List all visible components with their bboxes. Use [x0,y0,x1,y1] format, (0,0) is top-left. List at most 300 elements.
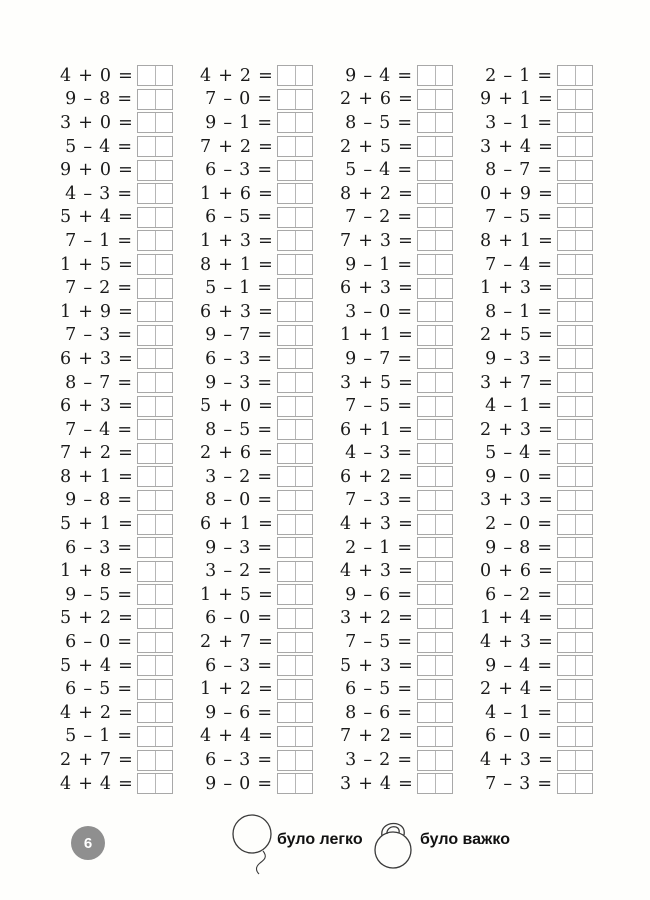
answer-cell-right[interactable] [155,751,173,770]
answer-cell-right[interactable] [295,515,313,534]
answer-cell-right[interactable] [155,585,173,604]
answer-cell-right[interactable] [435,397,453,416]
answer-box[interactable] [137,65,173,86]
answer-cell-right[interactable] [295,680,313,699]
answer-box[interactable] [417,278,453,299]
answer-cell-left[interactable] [138,161,155,180]
answer-box[interactable] [137,183,173,204]
answer-cell-right[interactable] [435,656,453,675]
answer-cell-left[interactable] [418,444,435,463]
answer-box[interactable] [137,136,173,157]
answer-cell-right[interactable] [435,633,453,652]
answer-box[interactable] [557,679,593,700]
answer-cell-right[interactable] [155,633,173,652]
answer-box[interactable] [277,136,313,157]
answer-cell-left[interactable] [278,656,295,675]
answer-cell-left[interactable] [278,302,295,321]
answer-cell-right[interactable] [575,467,593,486]
answer-cell-right[interactable] [295,727,313,746]
answer-cell-right[interactable] [575,90,593,109]
answer-cell-left[interactable] [558,255,575,274]
answer-cell-right[interactable] [435,349,453,368]
answer-cell-left[interactable] [138,491,155,510]
answer-cell-left[interactable] [278,680,295,699]
answer-cell-left[interactable] [138,774,155,793]
answer-box[interactable] [277,348,313,369]
answer-cell-right[interactable] [295,538,313,557]
answer-box[interactable] [137,655,173,676]
answer-cell-left[interactable] [138,420,155,439]
answer-box[interactable] [557,160,593,181]
answer-cell-left[interactable] [558,373,575,392]
answer-cell-left[interactable] [558,774,575,793]
answer-box[interactable] [277,160,313,181]
answer-box[interactable] [417,112,453,133]
answer-cell-right[interactable] [435,467,453,486]
answer-cell-right[interactable] [155,774,173,793]
answer-cell-right[interactable] [575,656,593,675]
answer-cell-right[interactable] [155,113,173,132]
answer-cell-left[interactable] [138,279,155,298]
answer-box[interactable] [137,702,173,723]
answer-cell-right[interactable] [295,656,313,675]
answer-cell-left[interactable] [418,137,435,156]
answer-box[interactable] [557,278,593,299]
answer-cell-left[interactable] [558,90,575,109]
answer-cell-right[interactable] [575,326,593,345]
answer-cell-left[interactable] [558,137,575,156]
answer-cell-right[interactable] [155,349,173,368]
answer-box[interactable] [277,655,313,676]
answer-cell-left[interactable] [278,751,295,770]
answer-box[interactable] [277,65,313,86]
answer-box[interactable] [417,584,453,605]
answer-box[interactable] [557,254,593,275]
answer-box[interactable] [137,750,173,771]
answer-box[interactable] [277,325,313,346]
answer-cell-left[interactable] [418,349,435,368]
answer-cell-right[interactable] [155,703,173,722]
answer-cell-right[interactable] [155,491,173,510]
answer-cell-left[interactable] [558,397,575,416]
answer-cell-left[interactable] [558,515,575,534]
answer-cell-left[interactable] [138,137,155,156]
answer-cell-left[interactable] [558,680,575,699]
answer-box[interactable] [137,608,173,629]
answer-cell-right[interactable] [295,467,313,486]
answer-box[interactable] [277,301,313,322]
answer-box[interactable] [277,702,313,723]
answer-cell-left[interactable] [278,420,295,439]
answer-box[interactable] [277,726,313,747]
answer-cell-right[interactable] [295,208,313,227]
answer-cell-left[interactable] [558,467,575,486]
answer-cell-left[interactable] [418,397,435,416]
answer-cell-left[interactable] [138,184,155,203]
answer-box[interactable] [277,443,313,464]
answer-box[interactable] [137,561,173,582]
answer-box[interactable] [417,726,453,747]
answer-cell-right[interactable] [295,751,313,770]
answer-box[interactable] [557,207,593,228]
answer-box[interactable] [277,537,313,558]
answer-box[interactable] [137,632,173,653]
answer-cell-right[interactable] [435,703,453,722]
answer-box[interactable] [557,750,593,771]
answer-cell-left[interactable] [418,255,435,274]
answer-cell-left[interactable] [138,585,155,604]
answer-box[interactable] [137,254,173,275]
answer-box[interactable] [277,773,313,794]
answer-cell-left[interactable] [558,302,575,321]
answer-box[interactable] [557,561,593,582]
answer-box[interactable] [557,301,593,322]
answer-box[interactable] [417,537,453,558]
answer-cell-left[interactable] [278,491,295,510]
answer-cell-right[interactable] [155,609,173,628]
answer-cell-left[interactable] [138,349,155,368]
answer-cell-left[interactable] [558,751,575,770]
answer-cell-left[interactable] [418,279,435,298]
answer-cell-right[interactable] [435,420,453,439]
answer-cell-left[interactable] [138,609,155,628]
answer-cell-left[interactable] [418,90,435,109]
answer-box[interactable] [557,419,593,440]
answer-cell-left[interactable] [558,231,575,250]
answer-cell-right[interactable] [435,585,453,604]
answer-box[interactable] [277,372,313,393]
answer-cell-left[interactable] [558,326,575,345]
answer-box[interactable] [417,702,453,723]
answer-cell-right[interactable] [435,538,453,557]
answer-cell-right[interactable] [575,349,593,368]
answer-cell-right[interactable] [435,231,453,250]
answer-cell-left[interactable] [418,751,435,770]
answer-box[interactable] [137,160,173,181]
answer-cell-right[interactable] [435,727,453,746]
answer-cell-right[interactable] [155,538,173,557]
answer-box[interactable] [417,750,453,771]
answer-box[interactable] [137,89,173,110]
answer-cell-left[interactable] [278,467,295,486]
answer-box[interactable] [417,396,453,417]
answer-cell-left[interactable] [278,184,295,203]
answer-box[interactable] [417,301,453,322]
answer-box[interactable] [417,230,453,251]
answer-cell-left[interactable] [418,703,435,722]
answer-cell-right[interactable] [295,279,313,298]
answer-cell-left[interactable] [138,751,155,770]
answer-box[interactable] [417,679,453,700]
answer-box[interactable] [137,348,173,369]
answer-cell-left[interactable] [558,208,575,227]
answer-cell-right[interactable] [155,208,173,227]
answer-cell-right[interactable] [575,562,593,581]
answer-box[interactable] [417,514,453,535]
answer-cell-right[interactable] [435,491,453,510]
answer-box[interactable] [137,466,173,487]
answer-cell-left[interactable] [278,349,295,368]
answer-box[interactable] [417,466,453,487]
answer-cell-left[interactable] [278,703,295,722]
answer-cell-left[interactable] [138,113,155,132]
answer-cell-right[interactable] [295,137,313,156]
answer-cell-right[interactable] [435,113,453,132]
answer-box[interactable] [557,466,593,487]
answer-box[interactable] [277,230,313,251]
answer-cell-left[interactable] [278,515,295,534]
answer-cell-right[interactable] [295,373,313,392]
answer-cell-left[interactable] [138,656,155,675]
answer-cell-left[interactable] [138,255,155,274]
answer-box[interactable] [417,160,453,181]
answer-cell-right[interactable] [155,515,173,534]
answer-cell-right[interactable] [575,703,593,722]
answer-cell-right[interactable] [155,727,173,746]
answer-box[interactable] [417,632,453,653]
answer-cell-right[interactable] [155,255,173,274]
answer-cell-right[interactable] [295,444,313,463]
answer-cell-right[interactable] [575,161,593,180]
answer-box[interactable] [277,584,313,605]
answer-cell-left[interactable] [138,727,155,746]
answer-box[interactable] [557,325,593,346]
answer-cell-right[interactable] [575,491,593,510]
answer-cell-right[interactable] [435,302,453,321]
answer-cell-left[interactable] [558,562,575,581]
answer-box[interactable] [417,655,453,676]
answer-cell-right[interactable] [575,609,593,628]
answer-cell-left[interactable] [558,633,575,652]
answer-cell-left[interactable] [138,326,155,345]
answer-cell-left[interactable] [558,444,575,463]
answer-cell-right[interactable] [295,633,313,652]
answer-box[interactable] [277,278,313,299]
answer-cell-left[interactable] [278,609,295,628]
answer-cell-right[interactable] [435,680,453,699]
answer-cell-right[interactable] [295,609,313,628]
answer-box[interactable] [417,207,453,228]
answer-box[interactable] [137,679,173,700]
answer-cell-right[interactable] [435,161,453,180]
answer-box[interactable] [137,490,173,511]
answer-cell-right[interactable] [155,279,173,298]
answer-cell-left[interactable] [138,302,155,321]
answer-cell-right[interactable] [575,774,593,793]
answer-box[interactable] [557,443,593,464]
answer-cell-left[interactable] [138,633,155,652]
answer-cell-left[interactable] [138,373,155,392]
answer-cell-right[interactable] [155,444,173,463]
answer-box[interactable] [417,561,453,582]
answer-cell-right[interactable] [295,420,313,439]
answer-box[interactable] [417,89,453,110]
answer-cell-right[interactable] [295,113,313,132]
answer-box[interactable] [137,207,173,228]
answer-cell-right[interactable] [575,585,593,604]
answer-box[interactable] [137,325,173,346]
answer-cell-left[interactable] [138,66,155,85]
answer-cell-left[interactable] [278,727,295,746]
answer-cell-right[interactable] [295,562,313,581]
answer-cell-right[interactable] [155,326,173,345]
answer-box[interactable] [557,230,593,251]
answer-cell-right[interactable] [435,774,453,793]
answer-cell-right[interactable] [295,349,313,368]
answer-box[interactable] [277,561,313,582]
answer-box[interactable] [417,254,453,275]
answer-cell-left[interactable] [138,90,155,109]
answer-box[interactable] [417,443,453,464]
answer-cell-left[interactable] [418,326,435,345]
answer-cell-left[interactable] [418,491,435,510]
answer-cell-right[interactable] [295,161,313,180]
answer-cell-left[interactable] [138,562,155,581]
answer-cell-right[interactable] [155,184,173,203]
answer-cell-left[interactable] [138,208,155,227]
answer-cell-left[interactable] [558,609,575,628]
answer-cell-right[interactable] [295,585,313,604]
answer-cell-left[interactable] [278,444,295,463]
answer-cell-left[interactable] [278,585,295,604]
answer-cell-right[interactable] [295,326,313,345]
answer-box[interactable] [557,183,593,204]
answer-cell-left[interactable] [558,184,575,203]
answer-box[interactable] [137,301,173,322]
answer-cell-left[interactable] [558,491,575,510]
answer-box[interactable] [557,112,593,133]
answer-box[interactable] [557,136,593,157]
answer-box[interactable] [277,679,313,700]
answer-cell-left[interactable] [138,397,155,416]
answer-box[interactable] [137,537,173,558]
answer-cell-right[interactable] [295,774,313,793]
answer-cell-right[interactable] [155,231,173,250]
answer-cell-left[interactable] [418,680,435,699]
answer-cell-left[interactable] [418,184,435,203]
answer-cell-right[interactable] [295,90,313,109]
answer-cell-right[interactable] [155,137,173,156]
kettlebell-icon[interactable] [369,814,417,872]
answer-box[interactable] [277,750,313,771]
answer-cell-left[interactable] [278,231,295,250]
answer-box[interactable] [277,608,313,629]
answer-cell-left[interactable] [278,137,295,156]
answer-cell-left[interactable] [278,208,295,227]
answer-cell-left[interactable] [558,727,575,746]
answer-cell-right[interactable] [435,208,453,227]
answer-box[interactable] [277,183,313,204]
answer-cell-left[interactable] [418,231,435,250]
balloon-icon[interactable] [232,811,274,879]
answer-cell-left[interactable] [418,420,435,439]
answer-box[interactable] [277,254,313,275]
answer-cell-left[interactable] [418,161,435,180]
answer-cell-right[interactable] [155,373,173,392]
answer-cell-right[interactable] [575,538,593,557]
answer-box[interactable] [137,372,173,393]
answer-cell-right[interactable] [295,703,313,722]
answer-cell-left[interactable] [418,727,435,746]
answer-cell-right[interactable] [295,255,313,274]
answer-box[interactable] [137,514,173,535]
answer-cell-right[interactable] [435,751,453,770]
answer-cell-right[interactable] [155,161,173,180]
answer-box[interactable] [557,537,593,558]
answer-box[interactable] [557,490,593,511]
answer-cell-left[interactable] [278,279,295,298]
answer-cell-left[interactable] [418,538,435,557]
answer-box[interactable] [417,773,453,794]
answer-cell-right[interactable] [155,467,173,486]
answer-box[interactable] [137,230,173,251]
answer-cell-right[interactable] [155,680,173,699]
answer-cell-right[interactable] [155,420,173,439]
answer-cell-left[interactable] [558,161,575,180]
answer-box[interactable] [417,608,453,629]
answer-cell-right[interactable] [155,90,173,109]
answer-cell-right[interactable] [575,751,593,770]
answer-cell-left[interactable] [138,515,155,534]
answer-cell-left[interactable] [418,302,435,321]
answer-box[interactable] [557,396,593,417]
answer-box[interactable] [277,89,313,110]
answer-cell-left[interactable] [558,585,575,604]
answer-cell-left[interactable] [278,161,295,180]
answer-cell-left[interactable] [418,373,435,392]
answer-cell-left[interactable] [558,113,575,132]
answer-box[interactable] [277,419,313,440]
answer-cell-left[interactable] [138,538,155,557]
answer-cell-right[interactable] [575,397,593,416]
answer-cell-left[interactable] [418,467,435,486]
answer-cell-left[interactable] [278,90,295,109]
answer-box[interactable] [137,726,173,747]
answer-cell-left[interactable] [138,444,155,463]
answer-box[interactable] [417,136,453,157]
answer-cell-right[interactable] [155,397,173,416]
answer-box[interactable] [557,372,593,393]
answer-cell-left[interactable] [418,633,435,652]
answer-cell-right[interactable] [575,208,593,227]
answer-cell-right[interactable] [435,90,453,109]
answer-cell-left[interactable] [278,255,295,274]
answer-cell-left[interactable] [138,231,155,250]
answer-box[interactable] [277,466,313,487]
answer-box[interactable] [417,348,453,369]
answer-cell-right[interactable] [575,184,593,203]
answer-cell-left[interactable] [558,538,575,557]
answer-cell-left[interactable] [418,774,435,793]
answer-box[interactable] [137,443,173,464]
answer-box[interactable] [557,514,593,535]
answer-cell-right[interactable] [575,302,593,321]
answer-box[interactable] [557,608,593,629]
answer-cell-right[interactable] [295,302,313,321]
answer-box[interactable] [137,584,173,605]
answer-box[interactable] [277,632,313,653]
answer-cell-left[interactable] [558,279,575,298]
answer-cell-left[interactable] [278,113,295,132]
answer-cell-left[interactable] [418,656,435,675]
answer-cell-left[interactable] [278,326,295,345]
answer-cell-left[interactable] [278,66,295,85]
answer-cell-right[interactable] [575,279,593,298]
answer-cell-right[interactable] [435,255,453,274]
answer-box[interactable] [137,278,173,299]
answer-cell-right[interactable] [435,515,453,534]
answer-box[interactable] [557,584,593,605]
